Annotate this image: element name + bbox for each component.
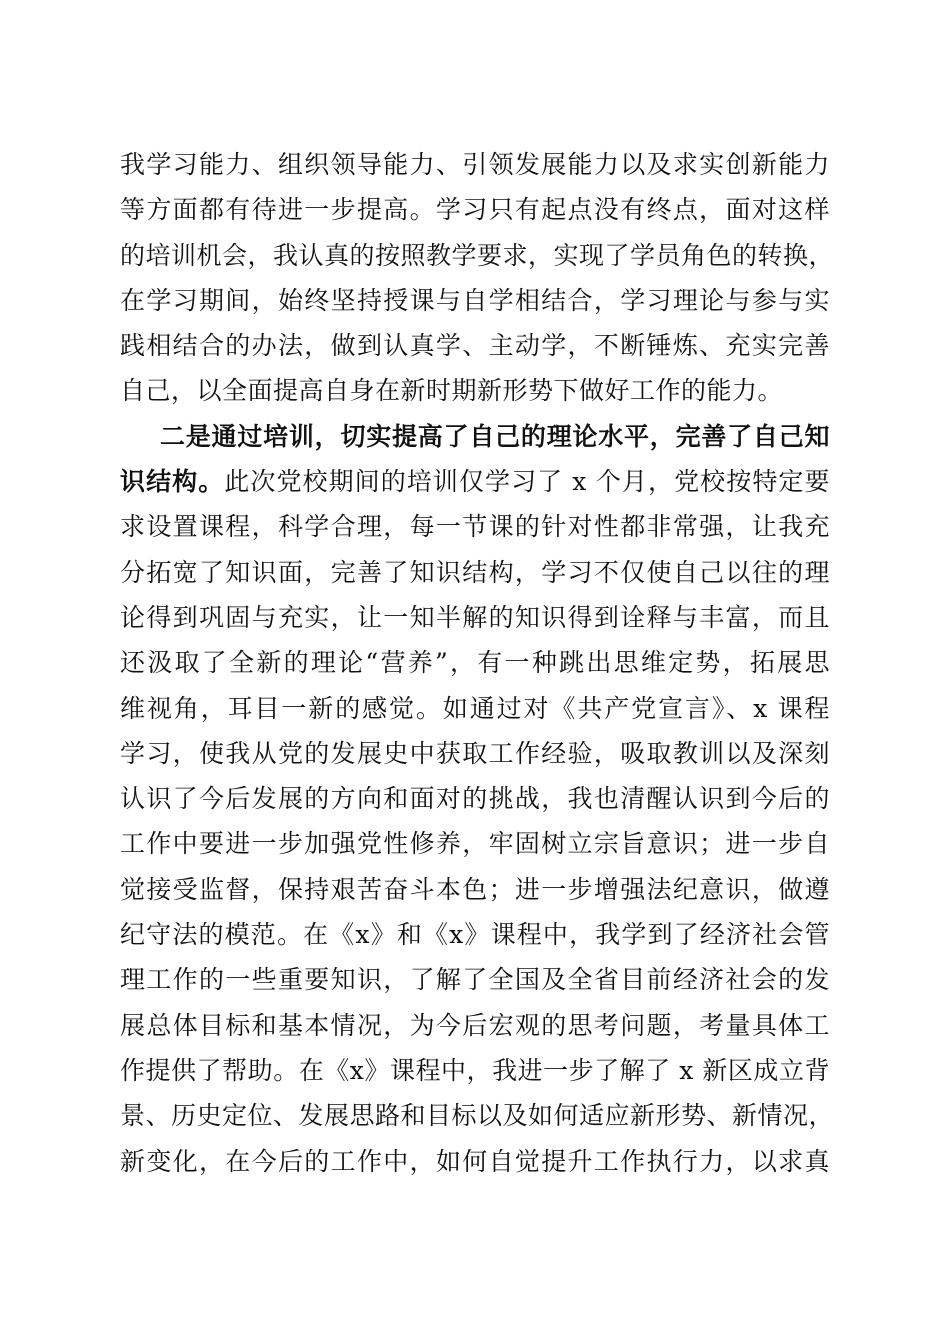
paragraph-2-heading: 二是通过培训，切实提高了自己的理论水平，完善了自己知 (160, 421, 830, 451)
paragraph-2-line: 纪守法的模范。在《x》和《x》课程中，我学到了经济社会管 (120, 920, 830, 950)
paragraph-2-line: 学习，使我从党的发展史中获取工作经验，吸取教训以及深刻 (120, 738, 830, 768)
paragraph-2-line-rest: 此次党校期间的培训仅学习了 x 个月，党校按特定要 (224, 467, 830, 497)
body-text (120, 142, 835, 1184)
paragraph-2-line: 新变化，在今后的工作中，如何自觉提升工作执行力，以求真 (120, 1146, 830, 1176)
paragraph-2-line: 论得到巩固与充实，让一知半解的知识得到诠释与丰富，而且 (120, 602, 830, 632)
paragraph-1-line: 践相结合的办法，做到认真学、主动学，不断锤炼、充实完善 (120, 331, 830, 361)
paragraph-1-line: 等方面都有待进一步提高。学习只有起点没有终点，面对这样 (120, 195, 830, 225)
paragraph-2-line: 求设置课程，科学合理，每一节课的针对性都非常强，让我充 (120, 512, 830, 542)
paragraph-2-line: 分拓宽了知识面，完善了知识结构，学习不仅使自己以往的理 (120, 557, 830, 587)
paragraph-2-line: 还汲取了全新的理论“营养”，有一种跳出思维定势，拓展思 (120, 648, 830, 678)
paragraph-2-line: 工作中要进一步加强党性修养，牢固树立宗旨意识；进一步自 (120, 829, 830, 859)
paragraph-2-line: 展总体目标和基本情况，为今后宏观的思考问题，考量具体工 (120, 1010, 830, 1040)
paragraph-2-line (120, 459, 830, 504)
paragraph-1-line: 在学习期间，始终坚持授课与自学相结合，学习理论与参与实 (120, 285, 830, 315)
paragraph-2-line: 景、历史定位、发展思路和目标以及如何适应新形势、新情况， (120, 1101, 835, 1131)
paragraph-2-line: 认识了今后发展的方向和面对的挑战，我也清醒认识到今后的 (120, 784, 830, 814)
paragraph-1-line: 自己，以全面提高自身在新时期新形势下做好工作的能力。 (120, 376, 784, 406)
paragraph-2-line: 维视角，耳目一新的感觉。如通过对《共产党宣言》、x 课程 (120, 693, 830, 723)
paragraph-1-line: 我学习能力、组织领导能力、引领发展能力以及求实创新能力 (120, 150, 830, 179)
paragraph-2-heading-end: 识结构。 (120, 467, 225, 497)
paragraph-2-line: 理工作的一些重要知识，了解了全国及全省目前经济社会的发 (120, 965, 830, 995)
paragraph-2-line: 觉接受监督，保持艰苦奋斗本色；进一步增强法纪意识，做遵 (120, 874, 830, 904)
paragraph-2-line: 作提供了帮助。在《x》课程中，我进一步了解了 x 新区成立背 (120, 1055, 830, 1085)
paragraph-1-line: 的培训机会，我认真的按照教学要求，实现了学员角色的转换， (120, 240, 835, 270)
